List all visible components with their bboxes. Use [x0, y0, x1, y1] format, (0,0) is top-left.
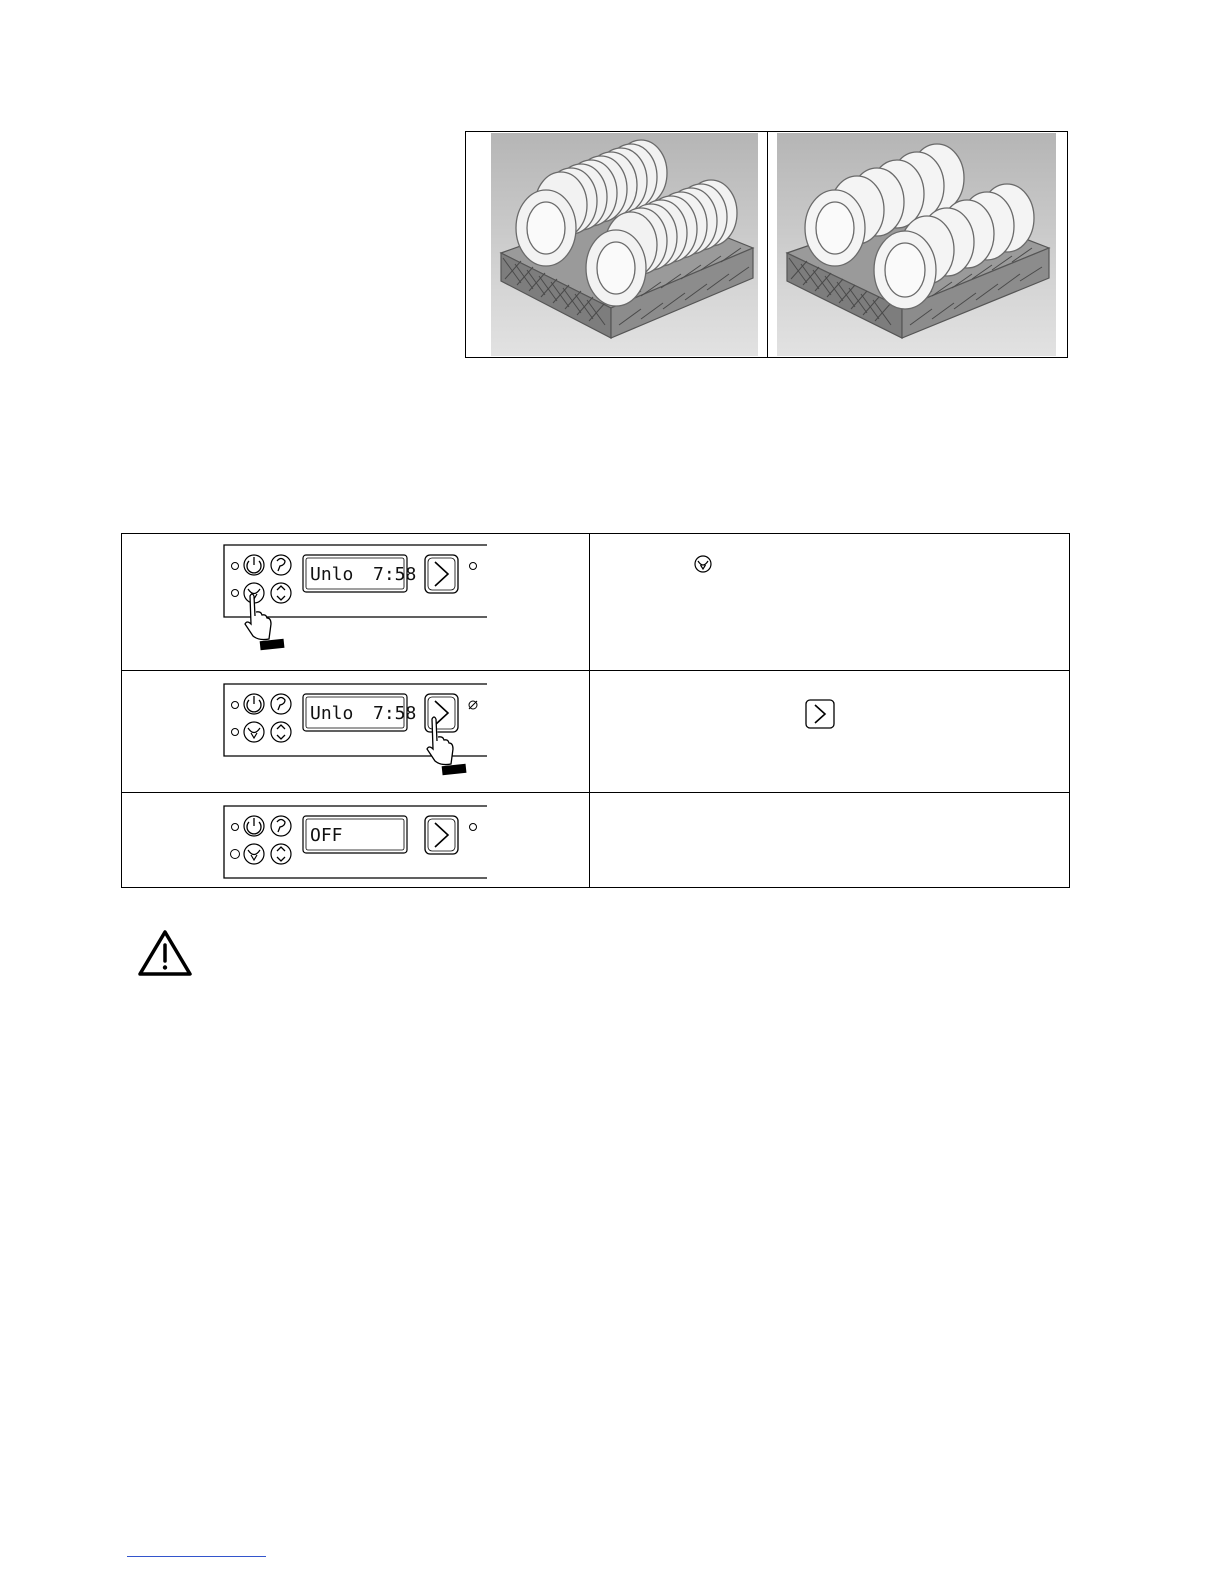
blocked-led-icon: [469, 701, 477, 709]
program-icon: [277, 698, 285, 711]
status-led: [470, 563, 477, 570]
panel-cell: [122, 534, 589, 670]
rack-image-spaced: [777, 133, 1056, 356]
step-row-2: [122, 671, 1069, 792]
step-row-3: [122, 793, 1069, 888]
display-left-text: OFF: [310, 825, 343, 846]
power-icon: [247, 818, 261, 834]
plate-rack-icon: [777, 133, 1056, 356]
instruction-cell: [590, 534, 1069, 670]
start-button[interactable]: [425, 555, 458, 593]
display-right-text: 7:58: [373, 703, 417, 724]
warning-triangle-icon: [137, 928, 193, 978]
status-led: [232, 729, 239, 736]
footer-link-underline[interactable]: [127, 1556, 266, 1557]
drain-icon: [693, 554, 713, 574]
drain-icon: [248, 850, 260, 860]
program-icon: [277, 559, 285, 572]
status-led: [232, 590, 239, 597]
plate-rack-icon: [491, 133, 758, 356]
status-led: [470, 824, 477, 831]
program-icon: [277, 820, 285, 833]
status-led: [232, 824, 239, 831]
panel-cell: [122, 793, 589, 888]
power-icon: [247, 696, 261, 712]
panel-cell: [122, 671, 589, 792]
status-led: [232, 702, 239, 709]
rack-figure: [465, 131, 1068, 358]
figure-divider: [767, 132, 768, 357]
up-down-icon: [277, 847, 285, 861]
display-left-text: Unlo: [310, 564, 354, 585]
status-led: [232, 563, 239, 570]
control-panel-illustration: [223, 683, 487, 793]
up-down-icon: [277, 586, 285, 600]
step-row-1: [122, 534, 1069, 670]
control-panel-illustration: [223, 805, 487, 881]
control-panel-illustration: [223, 544, 487, 664]
rack-image-rows: [491, 133, 758, 356]
up-down-icon: [277, 725, 285, 739]
drain-icon: [248, 728, 260, 738]
display-left-text: Unlo: [310, 703, 354, 724]
start-button[interactable]: [425, 694, 458, 732]
start-arrow-icon: [805, 699, 835, 729]
instruction-cell: [590, 793, 1069, 888]
status-led: [231, 850, 240, 859]
display-right-text: 7:58: [373, 564, 417, 585]
start-button[interactable]: [425, 816, 458, 854]
instruction-cell: [590, 671, 1069, 792]
power-icon: [247, 557, 261, 573]
steps-table: [121, 533, 1070, 888]
